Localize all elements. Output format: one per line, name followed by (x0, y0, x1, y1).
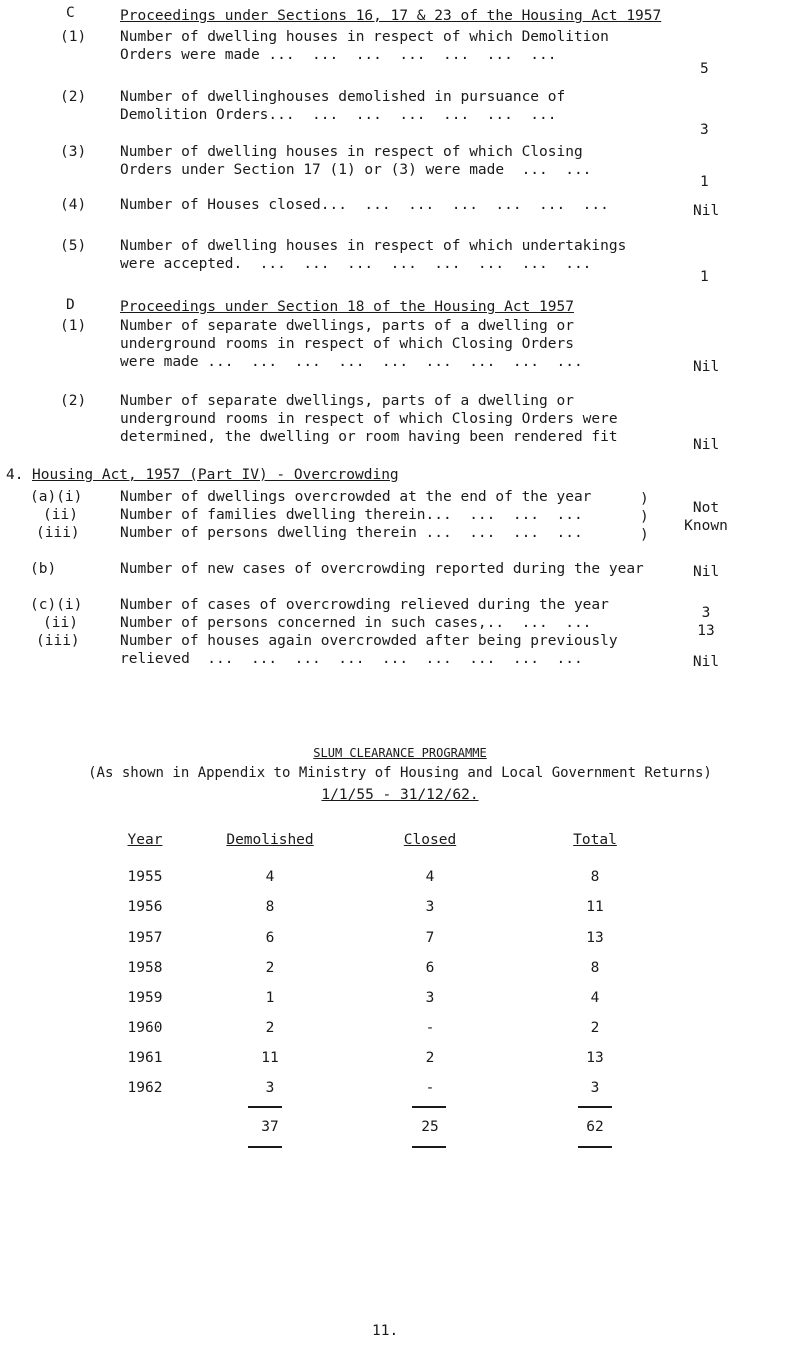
item-c1-line1: Number of dwelling houses in respect of which Demolition (120, 29, 609, 45)
table-row-1961-closed: 2 (425, 1050, 435, 1066)
item-4a-ii-label: (ii) (43, 507, 78, 523)
item-d1-line1: Number of separate dwellings, parts of a dwelling or (120, 318, 574, 334)
item-d2-value: Nil (693, 437, 720, 453)
table-row-1959-year: 1959 (127, 990, 163, 1006)
total-rule-bottom-closed (412, 1146, 446, 1148)
item-c2-value: 3 (700, 122, 709, 138)
table-total-demolished: 37 (261, 1119, 279, 1135)
item-d2-line2: underground rooms in respect of which Closing Orders were (120, 411, 618, 427)
table-row-1961-total: 13 (586, 1050, 604, 1066)
table-row-1960-year: 1960 (127, 1020, 163, 1036)
brace-4a-2: ) (640, 509, 649, 525)
table-row-1958-demolished: 2 (265, 960, 275, 976)
item-4a-i-label: (a)(i) (30, 489, 83, 505)
table-row-1959-closed: 3 (425, 990, 435, 1006)
total-rule-bottom-demolished (248, 1146, 282, 1148)
table-header-year: Year (127, 832, 163, 848)
item-c4-value: Nil (693, 203, 720, 219)
total-rule-top-demolished (248, 1106, 282, 1108)
table-header-total: Total (573, 832, 617, 848)
table-row-1956-closed: 3 (425, 899, 435, 915)
item-4c-ii-value: 13 (697, 623, 715, 639)
table-row-1960-closed: - (425, 1020, 435, 1036)
table-total-closed: 25 (421, 1119, 439, 1135)
table-row-1960-total: 2 (590, 1020, 600, 1036)
item-c3-line2: Orders under Section 17 (1) or (3) were made ... ... (120, 162, 592, 178)
item-4c-iii-text: Number of houses again overcrowded after being previously (120, 633, 618, 649)
section-4-number: 4. (6, 467, 24, 483)
item-c5-value: 1 (700, 269, 709, 285)
item-4b-label: (b) (30, 561, 57, 577)
total-rule-top-total (578, 1106, 612, 1108)
item-c2-line1: Number of dwellinghouses demolished in pursuance of (120, 89, 566, 105)
item-c1-number: (1) (60, 29, 87, 45)
table-row-1955-year: 1955 (127, 869, 163, 885)
brace-4a-3: ) (640, 527, 649, 543)
total-rule-bottom-total (578, 1146, 612, 1148)
item-c1-value: 5 (700, 61, 709, 77)
table-total-total: 62 (586, 1119, 604, 1135)
table-header-demolished: Demolished (226, 832, 314, 848)
item-4c-iii-text-cont: relieved ... ... ... ... ... ... ... ... ... (120, 651, 583, 667)
item-c2-number: (2) (60, 89, 87, 105)
item-4c-i-label: (c)(i) (30, 597, 83, 613)
table-row-1958-closed: 6 (425, 960, 435, 976)
item-4c-iii-label: (iii) (36, 633, 80, 649)
slum-subtitle: (As shown in Appendix to Ministry of Housing and Local Government Returns) (88, 765, 712, 781)
page-number: 11. (372, 1323, 399, 1339)
slum-title: SLUM CLEARANCE PROGRAMME (313, 746, 487, 760)
item-c5-number: (5) (60, 238, 87, 254)
table-row-1962-year: 1962 (127, 1080, 163, 1096)
brace-4a-1: ) (640, 491, 649, 507)
item-c3-number: (3) (60, 144, 87, 160)
item-c3-value: 1 (700, 174, 709, 190)
table-row-1960-demolished: 2 (265, 1020, 275, 1036)
item-c5-line2: were accepted. ... ... ... ... ... ... ... ... (120, 256, 592, 272)
item-4a-i-text: Number of dwellings overcrowded at the end of the year (120, 489, 592, 505)
table-row-1955-closed: 4 (425, 869, 435, 885)
item-c5-line1: Number of dwelling houses in respect of which undertakings (120, 238, 627, 254)
table-row-1958-total: 8 (590, 960, 600, 976)
table-row-1955-demolished: 4 (265, 869, 275, 885)
table-row-1962-total: 3 (590, 1080, 600, 1096)
item-c2-line2: Demolition Orders... ... ... ... ... ... ... (120, 107, 557, 123)
item-d1-value: Nil (693, 359, 720, 375)
item-4a-iii-text: Number of persons dwelling therein ... ... ... ... (120, 525, 583, 541)
item-4a-value-line1: Not (692, 500, 720, 516)
item-4c-iii-value: Nil (692, 654, 720, 670)
table-row-1962-demolished: 3 (265, 1080, 275, 1096)
item-4c-ii-text: Number of persons concerned in such cases,.. ... ... (120, 615, 592, 631)
table-row-1955-total: 8 (590, 869, 600, 885)
section-d-letter: D (66, 297, 75, 313)
table-row-1956-demolished: 8 (265, 899, 275, 915)
table-row-1961-year: 1961 (127, 1050, 163, 1066)
section-c-letter: C (66, 5, 75, 21)
item-4c-i-text: Number of cases of overcrowding relieved during the year (120, 597, 609, 613)
table-row-1956-total: 11 (586, 899, 604, 915)
item-d2-line1: Number of separate dwellings, parts of a dwelling or (120, 393, 574, 409)
item-d1-number: (1) (60, 318, 87, 334)
item-c1-line2: Orders were made ... ... ... ... ... ... ... (120, 47, 557, 63)
item-4a-ii-text: Number of families dwelling therein... ... ... ... (120, 507, 583, 523)
item-d2-line3: determined, the dwelling or room having been rendered fit (120, 429, 618, 445)
item-c4-line1: Number of Houses closed... ... ... ... ... ... ... (120, 197, 609, 213)
table-row-1958-year: 1958 (127, 960, 163, 976)
table-row-1957-demolished: 6 (265, 930, 275, 946)
item-d2-number: (2) (60, 393, 87, 409)
item-4b-text: Number of new cases of overcrowding reported during the year (120, 561, 644, 577)
item-c3-line1: Number of dwelling houses in respect of which Closing (120, 144, 583, 160)
table-row-1957-closed: 7 (425, 930, 435, 946)
item-d1-line3: were made ... ... ... ... ... ... ... ... ... (120, 354, 583, 370)
item-4a-iii-label: (iii) (36, 525, 80, 541)
table-row-1961-demolished: 11 (261, 1050, 279, 1066)
item-4c-ii-label: (ii) (43, 615, 78, 631)
section-4-heading: Housing Act, 1957 (Part IV) - Overcrowding (32, 467, 399, 483)
item-4a-value-line2: Known (684, 518, 728, 534)
table-header-closed: Closed (403, 832, 457, 848)
table-row-1957-total: 13 (586, 930, 604, 946)
table-row-1959-demolished: 1 (265, 990, 275, 1006)
section-c-heading: Proceedings under Sections 16, 17 & 23 of the Housing Act 1957 (120, 8, 662, 24)
item-4b-value: Nil (693, 564, 720, 580)
table-row-1956-year: 1956 (127, 899, 163, 915)
item-c4-number: (4) (60, 197, 87, 213)
table-row-1959-total: 4 (590, 990, 600, 1006)
total-rule-top-closed (412, 1106, 446, 1108)
table-row-1962-closed: - (425, 1080, 435, 1096)
section-d-heading: Proceedings under Section 18 of the Housing Act 1957 (120, 299, 574, 315)
item-4c-i-value: 3 (701, 605, 711, 621)
item-d1-line2: underground rooms in respect of which Closing Orders (120, 336, 574, 352)
table-row-1957-year: 1957 (127, 930, 163, 946)
slum-period: 1/1/55 - 31/12/62. (321, 787, 479, 803)
